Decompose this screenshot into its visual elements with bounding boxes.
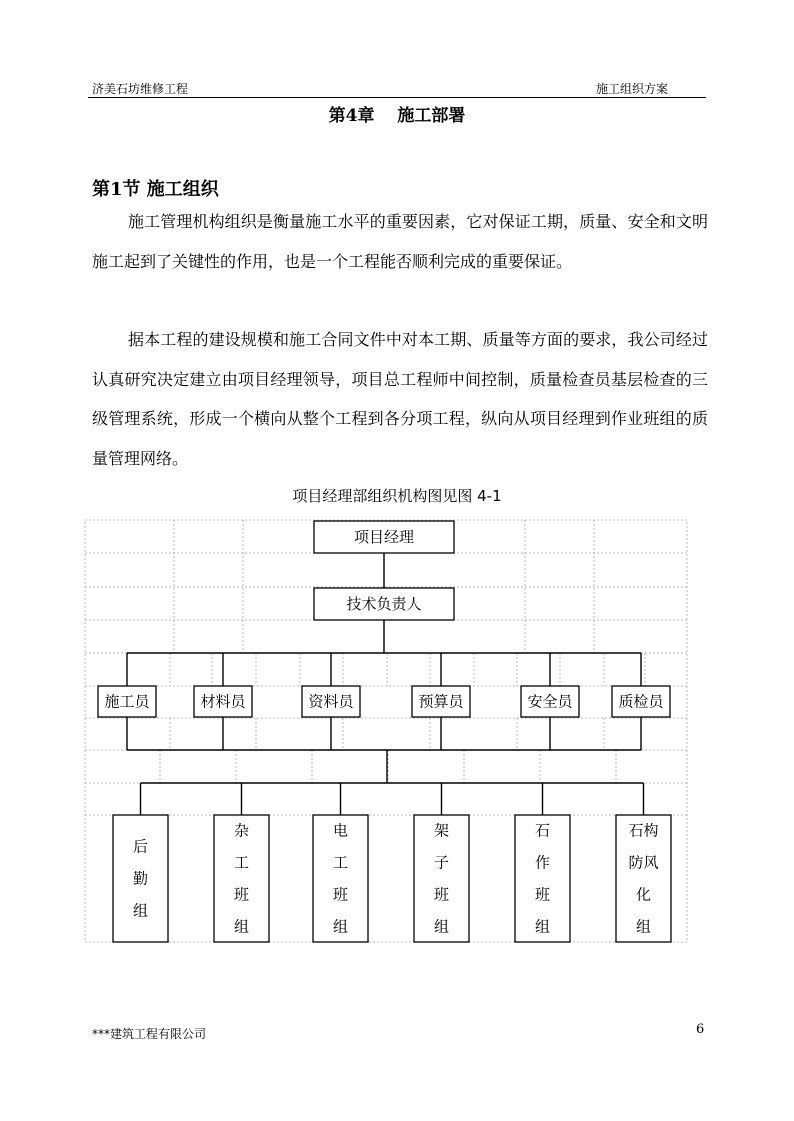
- node-team-6: [616, 815, 671, 942]
- node-technical-lead: [314, 588, 454, 620]
- node-team-2: [214, 815, 269, 942]
- node-staff-6: [612, 686, 670, 717]
- node-team-3-label-line: 班: [332, 885, 349, 904]
- page-number: 6: [696, 1022, 705, 1037]
- node-team-6-label-line: 化: [635, 885, 652, 904]
- node-team-4-label-line: 班: [433, 885, 450, 904]
- node-staff-3: [302, 686, 360, 717]
- chapter-title: 第4章 施工部署: [328, 106, 466, 126]
- figure-caption: 项目经理部组织机构图见图 4-1: [292, 487, 502, 505]
- node-team-3: [313, 815, 368, 942]
- footer-company: ***建筑工程有限公司: [92, 1027, 207, 1041]
- node-staff-2-label: 材料员: [200, 692, 246, 711]
- node-team-6-label-line: 组: [635, 917, 652, 936]
- node-technical-lead-label: 技术负责人: [346, 595, 422, 613]
- node-team-1: [113, 815, 168, 942]
- node-team-2-label-line: 杂: [233, 821, 250, 840]
- node-team-4: [414, 815, 469, 942]
- header-doc-type: 施工组织方案: [596, 82, 669, 96]
- node-project-manager: [314, 521, 454, 553]
- node-project-manager-label: 项目经理: [353, 528, 415, 546]
- node-team-5-label-line: 班: [534, 885, 551, 904]
- node-team-5-label-line: 石: [534, 821, 551, 840]
- node-staff-3-label: 资料员: [308, 692, 354, 711]
- node-team-2-label-line: 工: [233, 853, 250, 872]
- node-staff-4: [412, 686, 470, 717]
- paragraph-2: 据本工程的建设规模和施工合同文件中对本工期、质量等方面的要求，我公司经过认真研究决定建立由项目经理领导，项目总工程师中间控制，质量检查员基层检查的三级管理系统，形成一个横向从整个工程到各分项工程，纵向从项目经理到作业班组的质量管理网络。: [92, 330, 708, 468]
- header-project-name: 济美石坊维修工程: [92, 82, 189, 96]
- node-team-3-label-line: 组: [332, 917, 349, 936]
- node-team-5: [515, 815, 570, 942]
- section-title: 第1节 施工组织: [92, 179, 219, 200]
- node-staff-1: [98, 686, 156, 717]
- node-team-5-label-line: 组: [534, 917, 551, 936]
- node-team-5-label-line: 作: [534, 853, 551, 872]
- node-team-3-label-line: 电: [332, 821, 349, 840]
- node-team-3-label-line: 工: [332, 853, 349, 872]
- paragraph-1: 施工管理机构组织是衡量施工水平的重要因素，它对保证工期，质量、安全和文明施工起到了关键性的作用，也是一个工程能否顺利完成的重要保证。: [92, 212, 708, 271]
- node-team-4-label-line: 子: [433, 853, 450, 872]
- node-team-1-label-line: 后: [132, 837, 149, 856]
- node-staff-6-label: 质检员: [618, 692, 664, 711]
- node-team-4-label-line: 组: [433, 917, 450, 936]
- node-team-4-label-line: 架: [433, 821, 450, 840]
- node-staff-4-label: 预算员: [418, 692, 464, 711]
- node-staff-5-label: 安全员: [527, 692, 573, 711]
- background-grid: [85, 520, 687, 942]
- node-staff-5: [521, 686, 579, 717]
- node-team-6-label-line: 防风: [628, 853, 659, 872]
- node-team-2-label-line: 组: [233, 917, 250, 936]
- node-staff-1-label: 施工员: [104, 692, 150, 711]
- node-team-2-label-line: 班: [233, 885, 250, 904]
- node-team-6-label-line: 石构: [628, 821, 659, 840]
- node-staff-2: [194, 686, 252, 717]
- node-team-1-label-line: 勤: [132, 869, 149, 888]
- node-team-1-label-line: 组: [132, 901, 149, 920]
- grid-frame: [85, 520, 687, 942]
